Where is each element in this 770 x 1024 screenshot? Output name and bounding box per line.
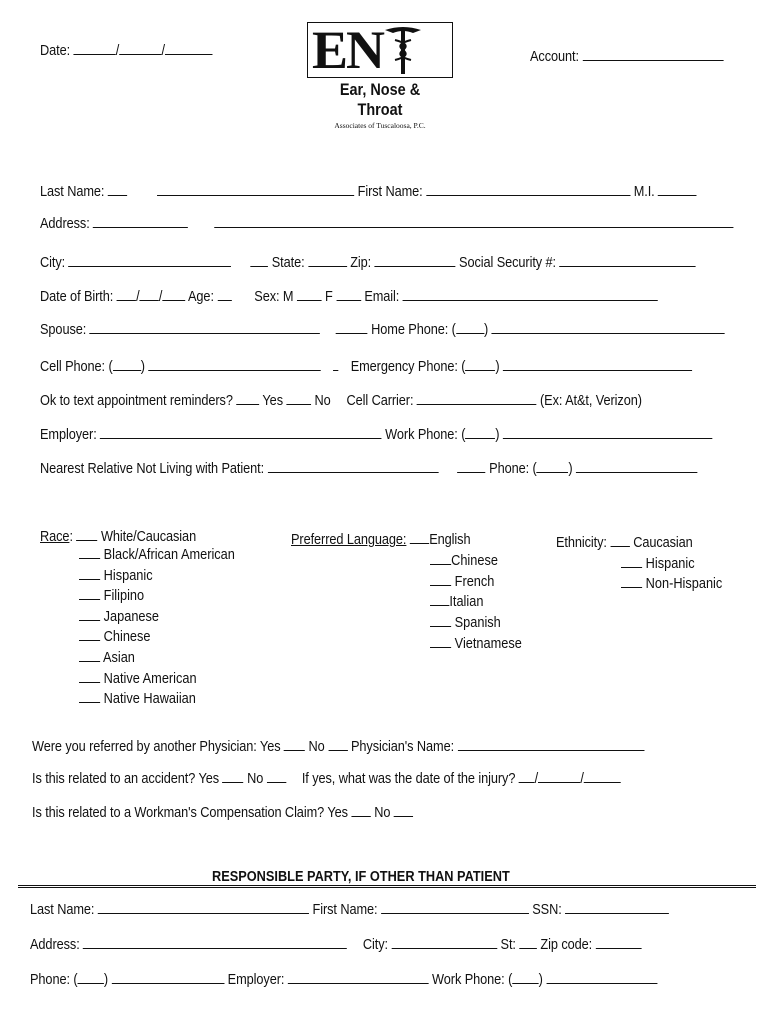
- responsible-party-title: RESPONSIBLE PARTY, IF OTHER THAN PATIENT: [212, 869, 510, 885]
- responsible-phone-label: Phone: (: [30, 972, 78, 988]
- ethnicity-option-1: Hispanic: [645, 556, 695, 572]
- language-option-row[interactable]: [430, 635, 522, 652]
- language-label: Preferred Language:: [291, 532, 407, 548]
- responsible-last-name-label: Last Name:: [30, 902, 95, 918]
- responsible-work-phone-label: Work Phone: (: [432, 972, 513, 988]
- city-label: City:: [40, 255, 66, 271]
- language-option-row[interactable]: [430, 593, 483, 610]
- logo-title: Ear, Nose & Throat: [339, 80, 421, 119]
- language-option-row[interactable]: [430, 573, 494, 590]
- race-option-1: Black/African American: [103, 547, 235, 563]
- caduceus-icon: [383, 24, 423, 76]
- cell-phone-label: Cell Phone: (: [40, 359, 113, 375]
- address-label: Address:: [40, 216, 90, 232]
- race-option-row[interactable]: [79, 690, 196, 707]
- employer-label: Employer:: [40, 427, 97, 443]
- last-name-field[interactable]: [40, 183, 697, 200]
- race-option-6: Asian: [102, 650, 135, 666]
- language-option-2: French: [454, 574, 495, 590]
- language-option-0[interactable]: English: [429, 532, 471, 548]
- ethnicity-option-2: Non-Hispanic: [645, 576, 723, 592]
- referred-no-label: No: [308, 739, 325, 755]
- race-option-row[interactable]: [79, 546, 235, 563]
- ethnicity-label: Ethnicity:: [556, 535, 607, 551]
- ethnicity-section: [556, 534, 693, 551]
- race-option-0[interactable]: White/Caucasian: [100, 529, 197, 545]
- date-label: Date:: [40, 43, 71, 59]
- responsible-address-row[interactable]: [30, 936, 641, 953]
- carrier-example: (Ex: At&t, Verizon): [540, 393, 642, 409]
- account-field[interactable]: [530, 48, 723, 65]
- accident-row[interactable]: Is this related to an accident? Yes No If yes, what was the date of the injury? / /: [32, 770, 621, 787]
- language-option-row[interactable]: [430, 614, 501, 631]
- account-label: Account:: [530, 49, 579, 65]
- text-no-label: No: [314, 393, 331, 409]
- emergency-phone-label: Emergency Phone: (: [350, 359, 466, 375]
- first-name-label: First Name:: [357, 184, 423, 200]
- dob-row[interactable]: Date of Birth: / / Age: Sex: M F Email:: [40, 288, 658, 305]
- language-option-5: Vietnamese: [454, 636, 522, 652]
- spouse-label: Spouse:: [40, 322, 87, 338]
- text-yes-label: Yes: [262, 393, 283, 409]
- employer-row[interactable]: Employer: Work Phone: ( ): [40, 426, 712, 443]
- race-label: Race: [40, 529, 70, 545]
- ethnicity-option-row[interactable]: [621, 555, 695, 572]
- language-option-1: Chinese: [451, 553, 498, 569]
- logo-subtitle: Associates of Tuscaloosa, P.C.: [334, 121, 426, 130]
- responsible-address-label: Address:: [30, 937, 80, 953]
- workman-no-label: No: [374, 805, 391, 821]
- workman-label: Is this related to a Workman's Compensation Claim? Yes: [32, 805, 348, 821]
- race-option-8: Native Hawaiian: [103, 691, 196, 707]
- spouse-row[interactable]: Spouse: Home Phone: ( ): [40, 321, 725, 338]
- cell-phone-row[interactable]: Cell Phone: ( ) Emergency Phone: ( ): [40, 358, 692, 375]
- physician-name-label: Physician's Name:: [350, 739, 455, 755]
- race-section: Race: White/Caucasian: [40, 529, 197, 545]
- race-option-2: Hispanic: [103, 568, 153, 584]
- ethnicity-option-row[interactable]: [621, 575, 722, 592]
- text-reminders-label: Ok to text appointment reminders?: [40, 393, 233, 409]
- ethnicity-option-0[interactable]: Caucasian: [633, 535, 693, 551]
- language-option-4: Spanish: [454, 615, 501, 631]
- sex-label: Sex: M: [254, 289, 294, 305]
- age-label: Age:: [188, 289, 214, 305]
- responsible-first-name-label: First Name:: [312, 902, 378, 918]
- responsible-city-label: City:: [362, 937, 388, 953]
- race-option-row[interactable]: [79, 670, 197, 687]
- race-option-row[interactable]: [79, 567, 153, 584]
- responsible-employer-label: Employer:: [227, 972, 285, 988]
- referred-label: Were you referred by another Physician: Yes: [32, 739, 281, 755]
- race-option-5: Chinese: [103, 629, 151, 645]
- race-option-7: Native American: [103, 671, 197, 687]
- race-option-4: Japanese: [103, 609, 160, 625]
- accident-label: Is this related to an accident? Yes: [32, 771, 220, 787]
- race-option-row[interactable]: [79, 587, 144, 604]
- zip-label: Zip:: [350, 255, 372, 271]
- dob-label: Date of Birth:: [40, 289, 114, 305]
- address-field[interactable]: [40, 215, 734, 232]
- race-option-row[interactable]: [79, 628, 150, 645]
- accident-no-label: No: [247, 771, 264, 787]
- responsible-st-label: St:: [500, 937, 516, 953]
- city-state-zip-row[interactable]: [40, 254, 696, 271]
- responsible-zip-label: Zip code:: [540, 937, 593, 953]
- language-option-row[interactable]: [430, 552, 498, 569]
- responsible-phone-row[interactable]: Phone: ( ) Employer: Work Phone: ( ): [30, 971, 657, 988]
- divider: [18, 887, 756, 888]
- nearest-relative-label: Nearest Relative Not Living with Patient:: [40, 461, 265, 477]
- language-option-3: Italian: [449, 594, 484, 610]
- ssn-label: Social Security #:: [459, 255, 557, 271]
- referral-row[interactable]: [32, 738, 644, 755]
- home-phone-label: Home Phone: (: [371, 322, 456, 338]
- workman-comp-row[interactable]: [32, 804, 413, 821]
- race-option-3: Filipino: [103, 588, 145, 604]
- state-label: State:: [271, 255, 305, 271]
- divider: [18, 885, 756, 886]
- language-section: [291, 531, 470, 548]
- sex-f-label: F: [325, 289, 333, 305]
- mi-label: M.I.: [633, 184, 655, 200]
- date-field[interactable]: Date: / /: [40, 42, 212, 59]
- last-name-label: Last Name:: [40, 184, 105, 200]
- email-label: Email:: [364, 289, 400, 305]
- race-option-row[interactable]: [79, 649, 135, 666]
- text-reminders-row[interactable]: [40, 392, 642, 409]
- nearest-relative-row[interactable]: Nearest Relative Not Living with Patient: Phone: ( ): [40, 460, 697, 477]
- logo-letters: EN: [312, 22, 384, 78]
- work-phone-label: Work Phone: (: [385, 427, 466, 443]
- ent-logo: [307, 22, 453, 130]
- injury-date-label: If yes, what was the date of the injury?: [301, 771, 516, 787]
- responsible-name-row[interactable]: [30, 901, 669, 918]
- race-option-row[interactable]: [79, 608, 159, 625]
- cell-carrier-label: Cell Carrier:: [346, 393, 414, 409]
- relative-phone-label: Phone: (: [489, 461, 537, 477]
- responsible-ssn-label: SSN:: [532, 902, 562, 918]
